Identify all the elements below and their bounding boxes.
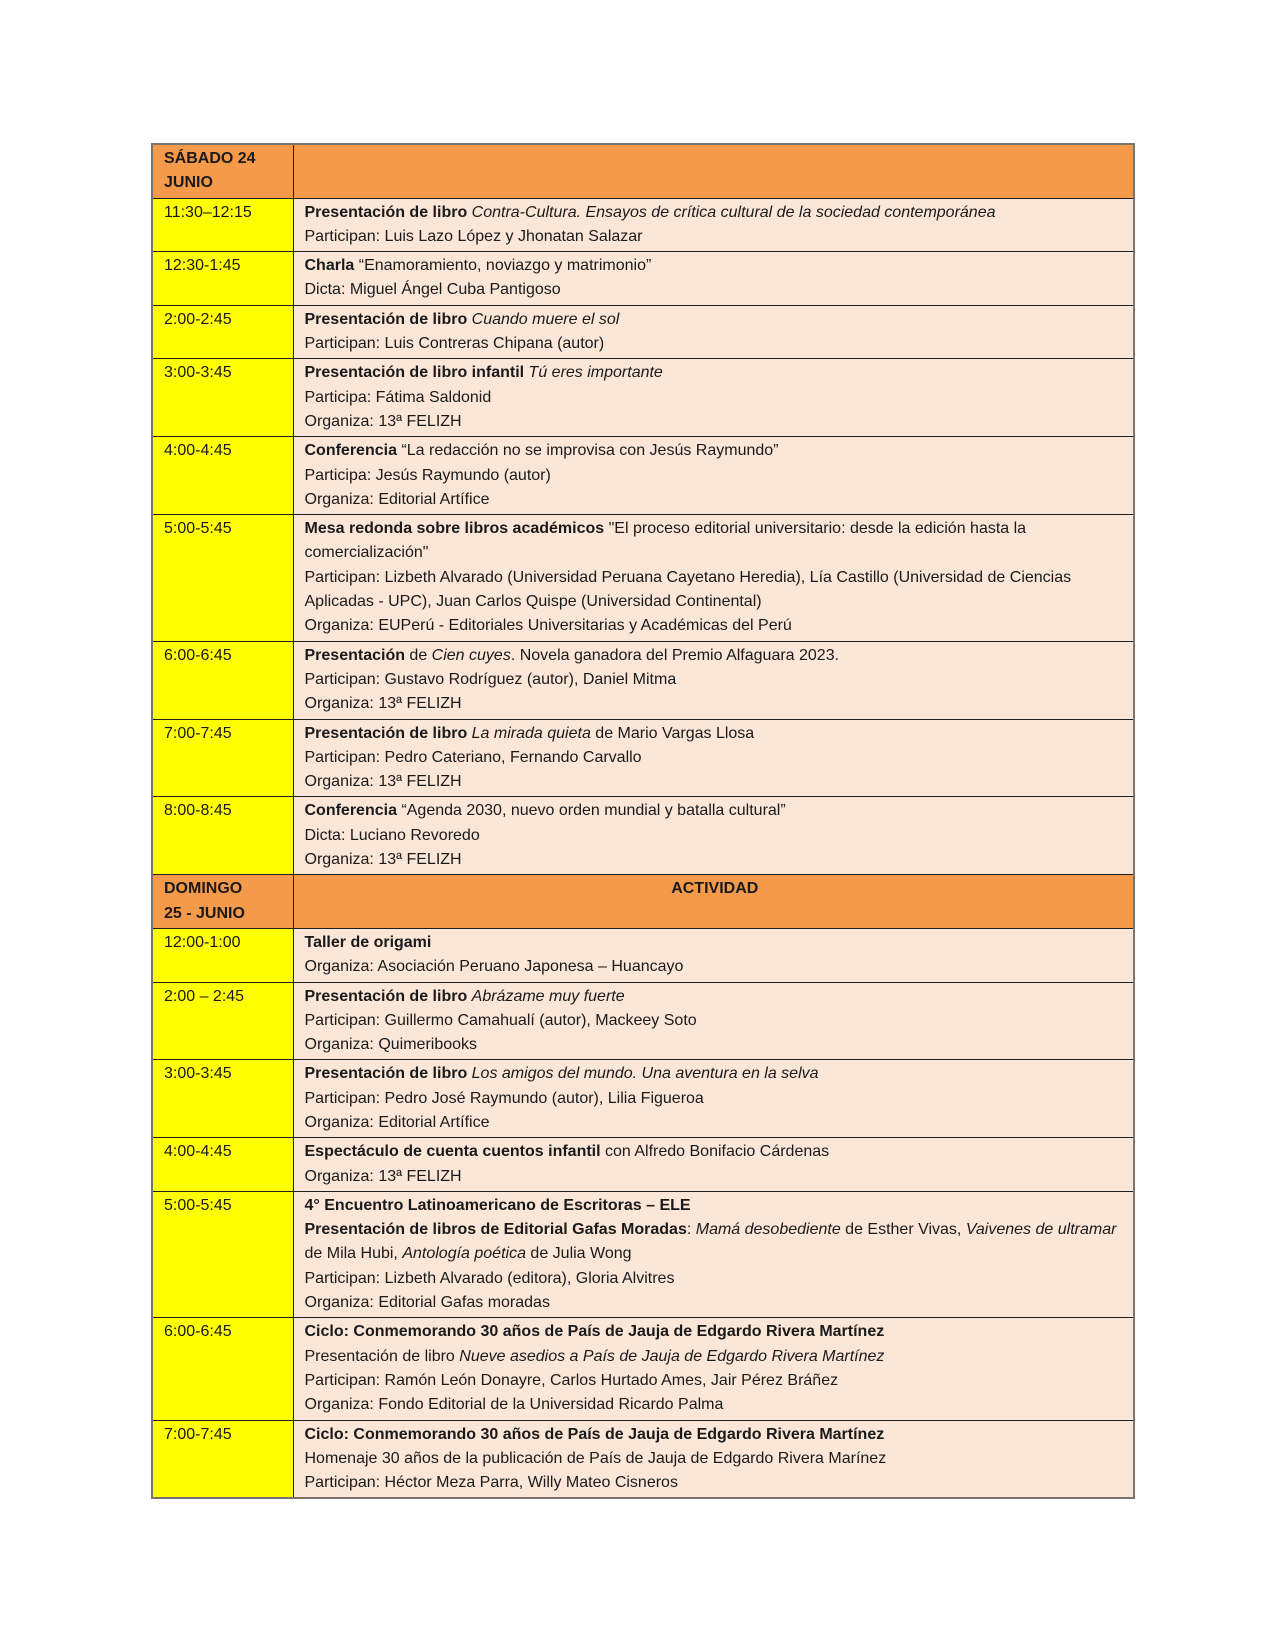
text-segment: Participan: Lizbeth Alvarado (editora), Gloria Alvitres xyxy=(304,1269,675,1287)
text-segment: "El proceso editorial universitario: desde la edición hasta la comercialización" xyxy=(304,520,1027,562)
time-slot: 5:00-5:45 xyxy=(152,515,293,641)
schedule-row xyxy=(152,437,1134,515)
text-segment: Espectáculo de cuenta cuentos infantil xyxy=(304,1143,601,1161)
time-slot: 4:00-4:45 xyxy=(152,1138,293,1192)
schedule-row xyxy=(152,1138,1134,1192)
text-segment: Dicta: Luciano Revoredo xyxy=(304,826,480,844)
text-segment: “La redacción no se improvisa con Jesús Raymundo” xyxy=(401,442,779,460)
text-segment: Presentación de libros de Editorial Gafas Moradas xyxy=(304,1221,687,1239)
day-header-line: SÁBADO 24 xyxy=(164,150,256,167)
activity-description xyxy=(293,797,1134,875)
activity-text-line xyxy=(305,770,1126,794)
text-segment: Nueve asedios a País de Jauja de Edgardo Rivera Martínez xyxy=(459,1347,885,1365)
activity-text-line xyxy=(305,848,1126,872)
activity-description xyxy=(293,719,1134,797)
text-segment: Charla xyxy=(304,257,359,275)
text-segment: de Esther Vivas, xyxy=(840,1221,966,1239)
activity-description xyxy=(293,305,1134,359)
text-segment: Participan: Gustavo Rodríguez (autor), Daniel Mitma xyxy=(304,670,677,688)
day-header-row xyxy=(152,144,1134,198)
text-segment: : xyxy=(686,1221,696,1239)
day-header-line: 25 - JUNIO xyxy=(164,904,245,922)
text-segment: Participan: Luis Contreras Chipana (autor) xyxy=(304,335,605,353)
text-segment: Tú eres importante xyxy=(528,364,663,382)
activity-description xyxy=(293,1138,1134,1192)
text-segment: Presentación de libro xyxy=(304,310,472,328)
activity-text-line xyxy=(305,1423,1126,1447)
activity-text-line xyxy=(305,308,1126,332)
activity-description xyxy=(293,515,1134,641)
schedule-row xyxy=(152,1318,1134,1420)
text-segment: Conferencia xyxy=(304,442,402,460)
time-slot: 6:00-6:45 xyxy=(152,1318,293,1420)
activity-description xyxy=(293,928,1134,982)
text-segment: Participa: Fátima Saldonid xyxy=(304,388,492,406)
activity-text-line xyxy=(305,644,1126,668)
activity-text-line xyxy=(305,439,1126,463)
text-segment: Cien cuyes xyxy=(431,646,511,664)
text-segment: . Novela ganadora del Premio Alfaguara 2023. xyxy=(510,646,840,664)
day-header-label xyxy=(152,144,293,198)
activity-text-line xyxy=(305,746,1126,770)
activity-description xyxy=(293,641,1134,719)
activity-text-line xyxy=(305,799,1126,823)
text-segment: Participan: Pedro Cateriano, Fernando Carvallo xyxy=(304,748,642,766)
text-segment: Participan: Lizbeth Alvarado (Universidad Peruana Cayetano Heredia), Lía Castillo (Universidad de Ciencias Aplicadas - UPC), Juan Carlos Quispe (Universidad Continental) xyxy=(304,568,1072,611)
time-slot: 12:30-1:45 xyxy=(152,252,293,306)
schedule-row xyxy=(152,198,1134,252)
text-segment: Presentación de libro xyxy=(304,1347,460,1365)
activity-description xyxy=(293,982,1134,1060)
activity-text-line xyxy=(305,1267,1126,1291)
schedule-row xyxy=(152,1060,1134,1138)
schedule-table-body xyxy=(152,144,1134,1498)
activity-text-line xyxy=(305,361,1126,385)
schedule-row xyxy=(152,1191,1134,1317)
text-segment: 4° Encuentro Latinoamericano de Escritoras – ELE xyxy=(304,1196,691,1214)
activity-text-line xyxy=(305,1062,1126,1086)
time-slot: 3:00-3:45 xyxy=(152,1060,293,1138)
text-segment: Presentación de libro xyxy=(304,1065,472,1083)
text-segment: Participan: Ramón León Donayre, Carlos Hurtado Ames, Jair Pérez Bráñez xyxy=(304,1371,839,1389)
text-segment: Organiza: 13ª FELIZH xyxy=(304,695,462,713)
activity-text-line xyxy=(305,566,1126,615)
time-slot: 2:00 – 2:45 xyxy=(152,982,293,1060)
activity-text-line xyxy=(305,614,1126,638)
text-segment: Ciclo: Conmemorando 30 años de País de Jauja de Edgardo Rivera Martínez xyxy=(304,1425,885,1443)
schedule-row xyxy=(152,797,1134,875)
text-segment: Presentación de libro xyxy=(304,724,472,742)
text-segment: Presentación de libro xyxy=(304,203,472,221)
text-segment: de Mario Vargas Llosa xyxy=(590,724,755,742)
activity-text-line xyxy=(305,1369,1126,1393)
day-header-label xyxy=(152,875,293,929)
text-segment: Organiza: 13ª FELIZH xyxy=(304,1167,462,1185)
text-segment: Organiza: Quimeribooks xyxy=(304,1036,478,1054)
activity-text-line xyxy=(305,722,1126,746)
text-segment: Participan: Luis Lazo López y Jhonatan Salazar xyxy=(304,227,643,245)
text-segment: Presentación xyxy=(304,646,405,664)
text-segment: Participan: Guillermo Camahualí (autor), Mackeey Soto xyxy=(304,1011,697,1029)
schedule-row xyxy=(152,359,1134,437)
activity-text-line xyxy=(305,931,1126,955)
time-slot: 5:00-5:45 xyxy=(152,1191,293,1317)
activity-text-line xyxy=(305,201,1126,225)
activity-text-line xyxy=(305,225,1126,249)
text-segment: “Agenda 2030, nuevo orden mundial y batalla cultural” xyxy=(401,802,786,820)
text-segment: Antología poética xyxy=(402,1245,526,1263)
activity-text-line xyxy=(305,1447,1126,1471)
activity-text-line xyxy=(305,1194,1126,1218)
activity-text-line xyxy=(305,1111,1126,1135)
activity-text-line xyxy=(305,1291,1126,1315)
time-slot: 3:00-3:45 xyxy=(152,359,293,437)
activity-text-line xyxy=(305,955,1126,979)
schedule-row xyxy=(152,1420,1134,1498)
text-segment: de Mila Hubi, xyxy=(304,1245,403,1263)
event-schedule-table xyxy=(151,143,1135,1499)
activity-description xyxy=(293,1420,1134,1498)
text-segment: Mamá desobediente xyxy=(695,1221,841,1239)
schedule-row xyxy=(152,719,1134,797)
text-segment: Cuando muere el sol xyxy=(471,310,620,328)
text-segment: Contra-Cultura. Ensayos de crítica cultural de la sociedad contemporánea xyxy=(471,203,996,221)
text-segment: Participan: Héctor Meza Parra, Willy Mateo Cisneros xyxy=(304,1474,678,1492)
activity-text-line xyxy=(305,1320,1126,1344)
activity-description xyxy=(293,359,1134,437)
activity-description xyxy=(293,252,1134,306)
text-segment: “Enamoramiento, noviazgo y matrimonio” xyxy=(358,257,652,275)
schedule-row xyxy=(152,252,1134,306)
activity-text-line xyxy=(305,1345,1126,1369)
activity-text-line xyxy=(305,464,1126,488)
schedule-row xyxy=(152,515,1134,641)
text-segment: Presentación de libro infantil xyxy=(304,364,529,382)
text-segment: Conferencia xyxy=(304,802,402,820)
text-segment: Organiza: 13ª FELIZH xyxy=(304,773,462,791)
text-segment: Participa: Jesús Raymundo (autor) xyxy=(304,466,551,484)
day-header-line: JUNIO xyxy=(164,174,213,192)
text-segment: Organiza: 13ª FELIZH xyxy=(304,851,462,869)
activity-text-line xyxy=(305,1140,1126,1164)
activity-text-line xyxy=(305,668,1126,692)
schedule-row xyxy=(152,305,1134,359)
text-segment: con Alfredo Bonifacio Cárdenas xyxy=(600,1143,830,1161)
activity-text-line xyxy=(305,410,1126,434)
activity-description xyxy=(293,1060,1134,1138)
text-segment: Organiza: Editorial Artífice xyxy=(304,490,490,508)
activity-text-line xyxy=(305,517,1126,566)
day-header-line: DOMINGO xyxy=(164,880,243,898)
text-segment: Abrázame muy fuerte xyxy=(471,987,625,1005)
time-slot: 12:00-1:00 xyxy=(152,928,293,982)
time-slot: 2:00-2:45 xyxy=(152,305,293,359)
text-segment: de xyxy=(404,646,432,664)
activity-text-line xyxy=(305,985,1126,1009)
activity-text-line xyxy=(305,1087,1126,1111)
activity-column-header xyxy=(293,144,1134,198)
activity-text-line xyxy=(305,386,1126,410)
text-segment: Organiza: Asociación Peruano Japonesa – Huancayo xyxy=(304,958,684,976)
text-segment: Organiza: Fondo Editorial de la Universidad Ricardo Palma xyxy=(304,1396,724,1414)
activity-text-line xyxy=(305,1009,1126,1033)
activity-description xyxy=(293,437,1134,515)
text-segment: Organiza: Editorial Gafas moradas xyxy=(304,1294,550,1312)
activity-description xyxy=(293,1191,1134,1317)
activity-description xyxy=(293,198,1134,252)
text-segment: Ciclo: Conmemorando 30 años de País de Jauja de Edgardo Rivera Martínez xyxy=(304,1323,885,1341)
text-segment: Taller de origami xyxy=(304,933,432,951)
activity-text-line xyxy=(305,332,1126,356)
text-segment: Mesa redonda sobre libros académicos xyxy=(304,520,609,538)
schedule-row xyxy=(152,928,1134,982)
schedule-row xyxy=(152,982,1134,1060)
time-slot: 7:00-7:45 xyxy=(152,719,293,797)
schedule-row xyxy=(152,641,1134,719)
text-segment: Participan: Pedro José Raymundo (autor), Lilia Figueroa xyxy=(304,1089,704,1107)
text-segment: Vaivenes de ultramar xyxy=(965,1221,1117,1239)
activity-text-line xyxy=(305,692,1126,716)
text-segment: de Julia Wong xyxy=(525,1245,632,1263)
day-header-row xyxy=(152,875,1134,929)
activity-text-line xyxy=(305,254,1126,278)
text-segment: Organiza: Editorial Artífice xyxy=(304,1113,490,1131)
activity-text-line xyxy=(305,824,1126,848)
text-segment: La mirada quieta xyxy=(471,724,591,742)
text-segment: Organiza: EUPerú - Editoriales Universitarias y Académicas del Perú xyxy=(304,617,792,635)
time-slot: 11:30–12:15 xyxy=(152,198,293,252)
activity-description xyxy=(293,1318,1134,1420)
activity-column-header: ACTIVIDAD xyxy=(293,875,1134,929)
text-segment: Los amigos del mundo. Una aventura en la selva xyxy=(471,1065,819,1083)
activity-text-line xyxy=(305,488,1126,512)
text-segment: Organiza: 13ª FELIZH xyxy=(304,412,462,430)
activity-text-line xyxy=(305,1471,1126,1495)
text-segment: Homenaje 30 años de la publicación de País de Jauja de Edgardo Rivera Marínez xyxy=(304,1449,887,1467)
time-slot: 6:00-6:45 xyxy=(152,641,293,719)
text-segment: Presentación de libro xyxy=(304,987,472,1005)
activity-text-line xyxy=(305,1033,1126,1057)
activity-text-line xyxy=(305,278,1126,302)
activity-text-line xyxy=(305,1165,1126,1189)
text-segment: Dicta: Miguel Ángel Cuba Pantigoso xyxy=(304,281,561,299)
activity-text-line xyxy=(305,1218,1126,1267)
time-slot: 8:00-8:45 xyxy=(152,797,293,875)
time-slot: 7:00-7:45 xyxy=(152,1420,293,1498)
time-slot: 4:00-4:45 xyxy=(152,437,293,515)
activity-text-line xyxy=(305,1393,1126,1417)
